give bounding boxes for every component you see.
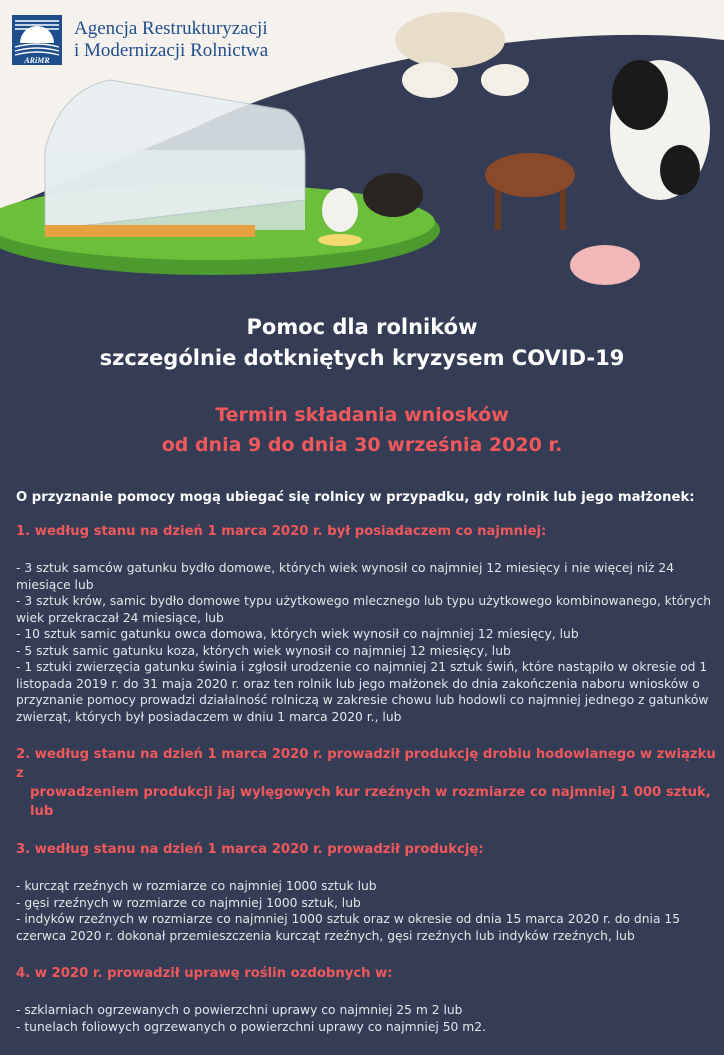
section-heading-1: 1. według stanu na dzień 1 marca 2020 r. był posiadaczem co najmniej: — [16, 524, 547, 539]
svg-text:ARiMR: ARiMR — [24, 56, 50, 65]
list-item: - kurcząt rzeźnych w rozmiarze co najmniej 1000 sztuk lub — [16, 879, 377, 893]
list-item: - indyków rzeźnych w rozmiarze co najmniej 1000 sztuk oraz w okresie od dnia 15 marca 2020 r. do dnia 15 czerwca 2020 r. dokonał przemieszczenia kurcząt rzeźnych, gęsi rzeźnych lub indyków rzeźnych, lub — [16, 912, 681, 943]
pig-image — [570, 245, 640, 285]
list-item: - 3 sztuk samców gatunku bydło domowe, których wiek wynosił co najmniej 12 miesięcy i nie więcej niż 24 miesiące lub — [16, 561, 675, 592]
page-title: Pomoc dla rolników szczególnie dotkniętych kryzysem COVID-19 — [99, 315, 625, 370]
list-item: - tunelach foliowych ogrzewanych o powierzchni uprawy co najmniej 50 m2. — [16, 1019, 486, 1034]
agency-name: Agencja Restrukturyzacji i Modernizacji Rolnictwa — [74, 18, 269, 61]
section-3-list — [16, 878, 716, 944]
list-item: - 5 sztuk samic gatunku koza, których wiek wynosił co najmniej 12 miesięcy, lub — [16, 643, 511, 658]
eligibility-content — [16, 490, 716, 1055]
list-item: - szklarniach ogrzewanych o powierzchni uprawy co najmniej 25 m 2 lub — [16, 1003, 463, 1017]
list-item: - 3 sztuk krów, samic bydło domowe typu użytkowego mlecznego lub typu użytkowego kombinowanego, których wiek przekraczał 24 miesiące, lub — [16, 594, 711, 625]
deadline-subtitle: Termin składania wniosków od dnia 9 do dnia 30 września 2020 r. — [161, 404, 563, 456]
arimr-logo — [12, 15, 268, 65]
intro-text: O przyznanie pomocy mogą ubiegać się rolnicy w przypadku, gdy rolnik lub jego małżonek: — [16, 490, 695, 505]
section-heading-4: 4. w 2020 r. prowadził uprawę roślin ozdobnych w: — [16, 966, 393, 981]
arimr-logo-mark — [12, 15, 62, 65]
section-heading-3: 3. według stanu na dzień 1 marca 2020 r. prowadził produkcję: — [16, 842, 484, 857]
section-1-list — [16, 560, 716, 725]
list-item: - gęsi rzeźnych w rozmiarze co najmniej 1000 sztuk, lub — [16, 895, 361, 910]
section-4-list — [16, 1002, 716, 1035]
list-item: - 1 sztuki zwierzęcia gatunku świnia i zgłosił urodzenie co najmniej 21 sztuk świń, które nastąpiło w okresie od 1 listopada 2019 r. do 31 maja 2020 r. oraz ten rolnik lub jego małżonek do dnia zakończenia naboru wniosków o przyznanie pomocy prowadzi działalność rolniczą w zakresie chowu lub hodowli co najmniej jednego z gatunków zwierząt, których był posiadaczem w dniu 1 marca 2020 r., lub — [16, 660, 709, 724]
section-heading-2: 2. według stanu na dzień 1 marca 2020 r. prowadził produkcję drobiu hodowlanego w związku z prowadzeniem produkcji jaj wylęgowych kur rzeźnych w rozmiarze co najmniej 1 000 sztuk, lub — [16, 747, 716, 819]
cow-image — [610, 60, 710, 200]
list-item: - 10 sztuk samic gatunku owca domowa, których wiek wynosił co najmniej 12 miesięcy, lub — [16, 627, 579, 641]
